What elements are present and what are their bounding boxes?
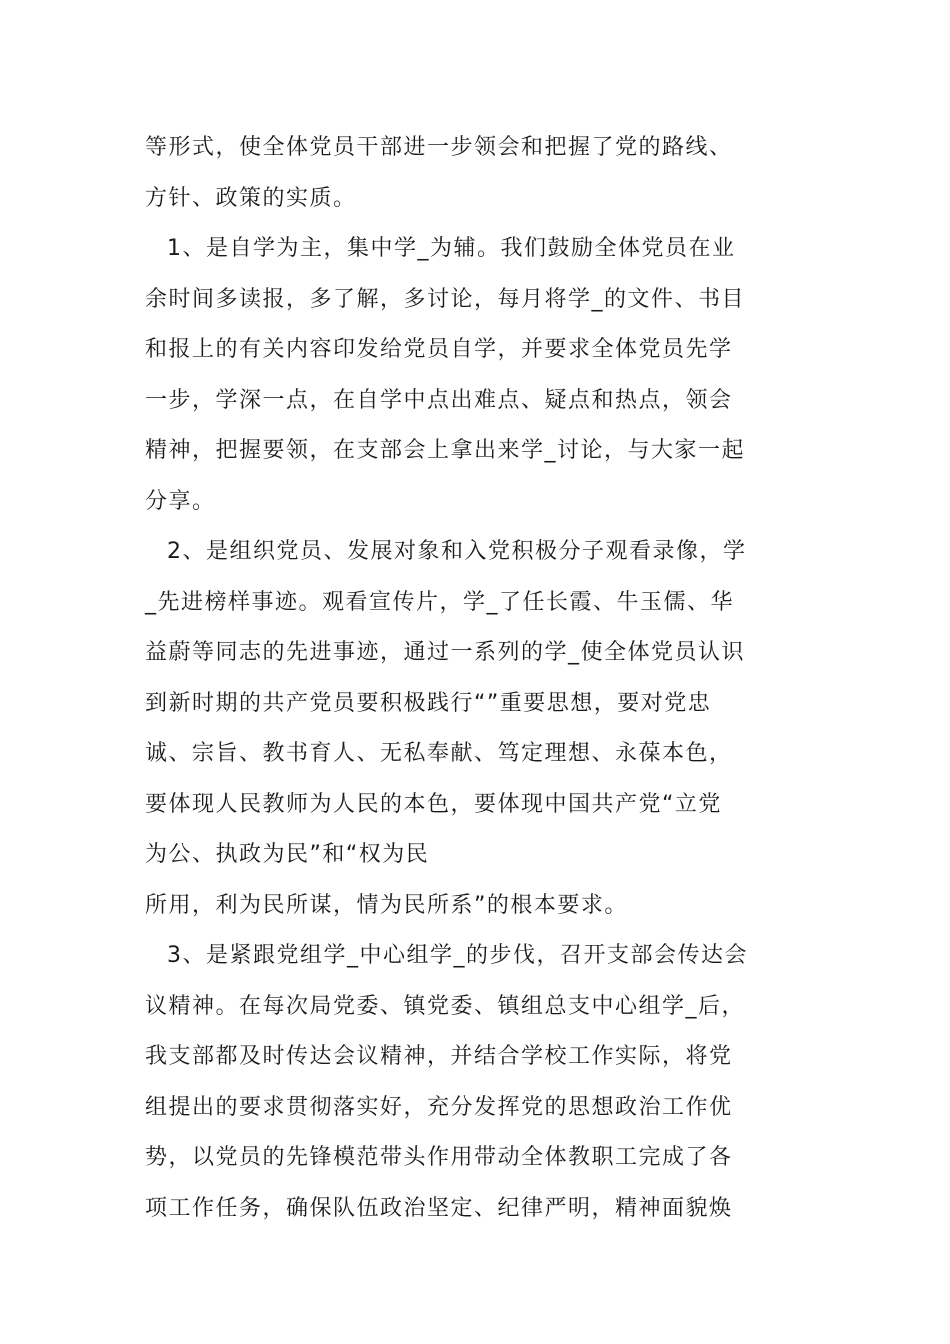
text-line: 诚、宗旨、教书育人、无私奉献、笃定理想、永葆本色， xyxy=(145,741,733,766)
document-body xyxy=(145,123,810,1234)
text-line: 所用，利为民所谋，情为民所系”的根本要求。 xyxy=(145,892,628,918)
text-line: 要体现人民教师为人民的本色，要体现中国共产党“立党 xyxy=(145,791,722,817)
text-line: 组提出的要求贯彻落实好，充分发挥党的思想政治工作优 xyxy=(145,1094,733,1120)
text-line: 一步，学深一点，在自学中点出难点、疑点和热点，领会 xyxy=(145,387,733,413)
text-line: 等形式，使全体党员干部进一步领会和把握了党的路线、 xyxy=(145,135,733,160)
text-line: 方针、政策的实质。 xyxy=(145,185,357,211)
text-line: 到新时期的共产党员要积极践行“”重要思想，要对党忠 xyxy=(145,690,712,716)
text-line: 项工作任务，确保队伍政治坚定、纪律严明，精神面貌焕 xyxy=(145,1195,733,1221)
text-line: 势，以党员的先锋模范带头作用带动全体教职工完成了各 xyxy=(145,1145,733,1170)
text-line: 为公、执政为民”和“权为民 xyxy=(145,842,430,867)
paragraph-start-line: 2、是组织党员、发展对象和入党积极分子观看录像，学 xyxy=(167,539,747,564)
paragraph-start-line: 1、是自学为主，集中学_为辅。我们鼓励全体党员在业 xyxy=(167,236,736,261)
text-line: _先进榜样事迹。观看宣传片，学_了任长霞、牛玉儒、华 xyxy=(145,589,735,615)
text-line: 我支部都及时传达会议精神，并结合学校工作实际，将党 xyxy=(145,1044,733,1069)
text-line: 和报上的有关内容印发给党员自学，并要求全体党员先学 xyxy=(145,337,733,362)
text-line: 精神，把握要领，在支部会上拿出来学_讨论，与大家一起 xyxy=(145,438,746,463)
text-line: 议精神。在每次局党委、镇党委、镇组总支中心组学_后， xyxy=(145,993,746,1019)
text-line: 分享。 xyxy=(145,488,216,514)
text-line: 益蔚等同志的先进事迹，通过一系列的学_使全体党员认识 xyxy=(145,640,746,665)
text-line: 余时间多读报，多了解，多讨论，每月将学_的文件、书目 xyxy=(145,286,746,312)
paragraph-start-line: 3、是紧跟党组学_中心组学_的步伐，召开支部会传达会 xyxy=(167,943,748,968)
